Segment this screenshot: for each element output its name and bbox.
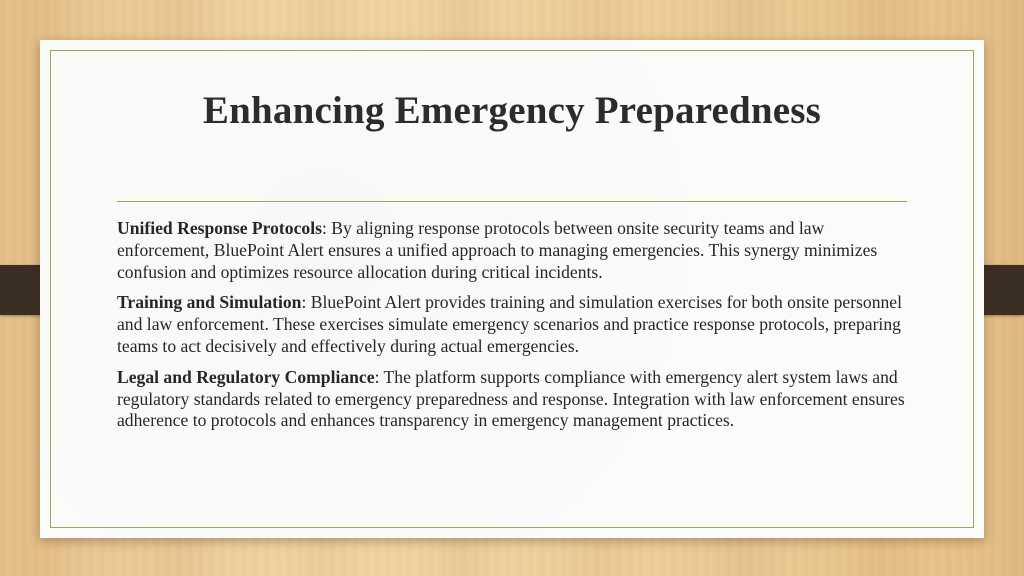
- bullet-training-simulation: [117, 292, 912, 357]
- term-label: Legal and Regulatory Compliance: [117, 366, 375, 387]
- bullet-legal-compliance: [117, 367, 912, 432]
- paragraph-text: BluePoint Alert provides training and simulation exercises for both onsite personnel and law enforcement. These exercises simulate emergency scenarios and practice response protocols, preparing teams to act decisively and effectively during actual emergencies.: [117, 292, 902, 356]
- term-separator: :: [321, 218, 327, 238]
- slide-title: Enhancing Emergency Preparedness: [202, 89, 822, 132]
- term-label: Training and Simulation: [117, 292, 302, 313]
- paragraph-text: By aligning response protocols between onsite security teams and law enforcement, BluePoint Alert ensures a unified approach to managing emergencies. This synergy minimizes confusion and optimizes resource allocation during critical incidents.: [117, 218, 878, 282]
- slide-body: [117, 218, 912, 441]
- term-separator: :: [374, 366, 380, 387]
- bullet-unified-response: [117, 218, 912, 283]
- term-separator: :: [301, 292, 307, 313]
- title-divider: [117, 201, 907, 202]
- paragraph-text: The platform supports compliance with emergency alert system laws and regulatory standards related to emergency preparedness and response. Integration with law enforcement ensures adherence to protocols and enhances transparency in emergency management practices.: [117, 366, 905, 431]
- slide-card: [40, 40, 984, 538]
- term-label: Unified Response Protocols: [117, 218, 322, 238]
